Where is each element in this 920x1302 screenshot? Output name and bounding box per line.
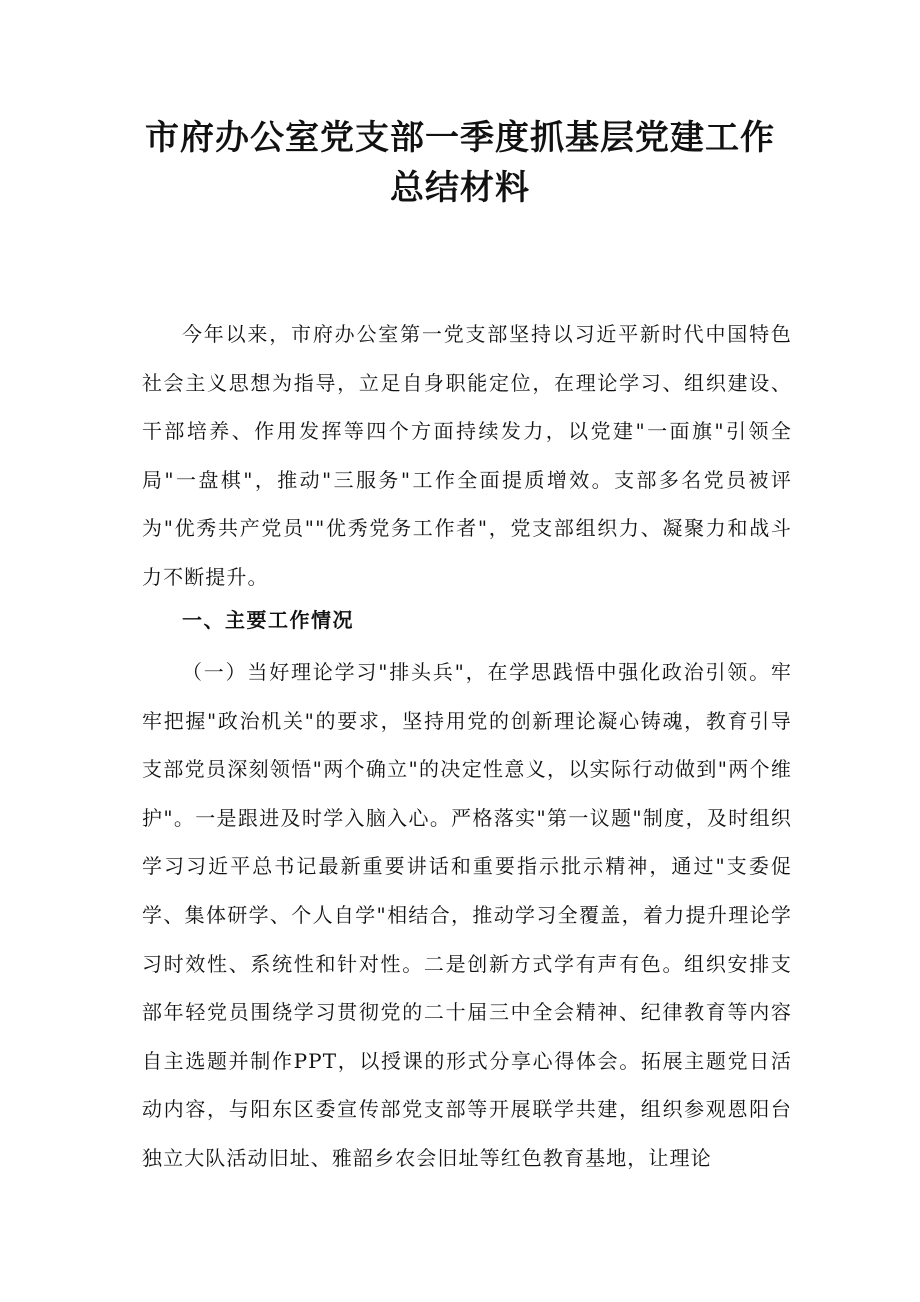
document-title-line-2: 总结材料: [390, 168, 530, 208]
section-paragraph: （一）当好理论学习"排头兵"，在学思践悟中强化政治引领。牢牢把握"政治机关"的要求，坚持用党的创新理论凝心铸魂，教育引导支部党员深刻领悟"两个确立"的决定性意义，以实际行动做到"两个维护"。一是跟进及时学入脑入心。严格落实"第一议题"制度，及时组织学习习近平总书记最新重要讲话和重要指示批示精神，通过"支委促学、集体研学、个人自学"相结合，推动学习全覆盖，着力提升理论学习时效性、系统性和针对性。二是创新方式学有声有色。组织安排支部年轻党员围绕学习贯彻党的二十届三中全会精神、纪律教育等内容自主选题并制作PPT，以授课的形式分享心得体会。拓展主题党日活动内容，与阳东区委宣传部党支部等开展联学共建，组织参观恩阳台独立大队活动旧址、雅韶乡农会旧址等红色教育基地，让理论: [142, 660, 793, 1170]
section-heading: 一、主要工作情况: [182, 608, 354, 632]
document-title-line-1: 市府办公室党支部一季度抓基层党建工作: [145, 118, 775, 158]
intro-paragraph: 今年以来，市府办公室第一党支部坚持以习近平新时代中国特色社会主义思想为指导，立足自身职能定位，在理论学习、组织建设、干部培养、作用发挥等四个方面持续发力，以党建"一面旗"引领全局"一盘棋"，推动"三服务"工作全面提质增效。支部多名党员被评为"优秀共产党员""优秀党务工作者"，党支部组织力、凝聚力和战斗力不断提升。: [142, 322, 792, 589]
